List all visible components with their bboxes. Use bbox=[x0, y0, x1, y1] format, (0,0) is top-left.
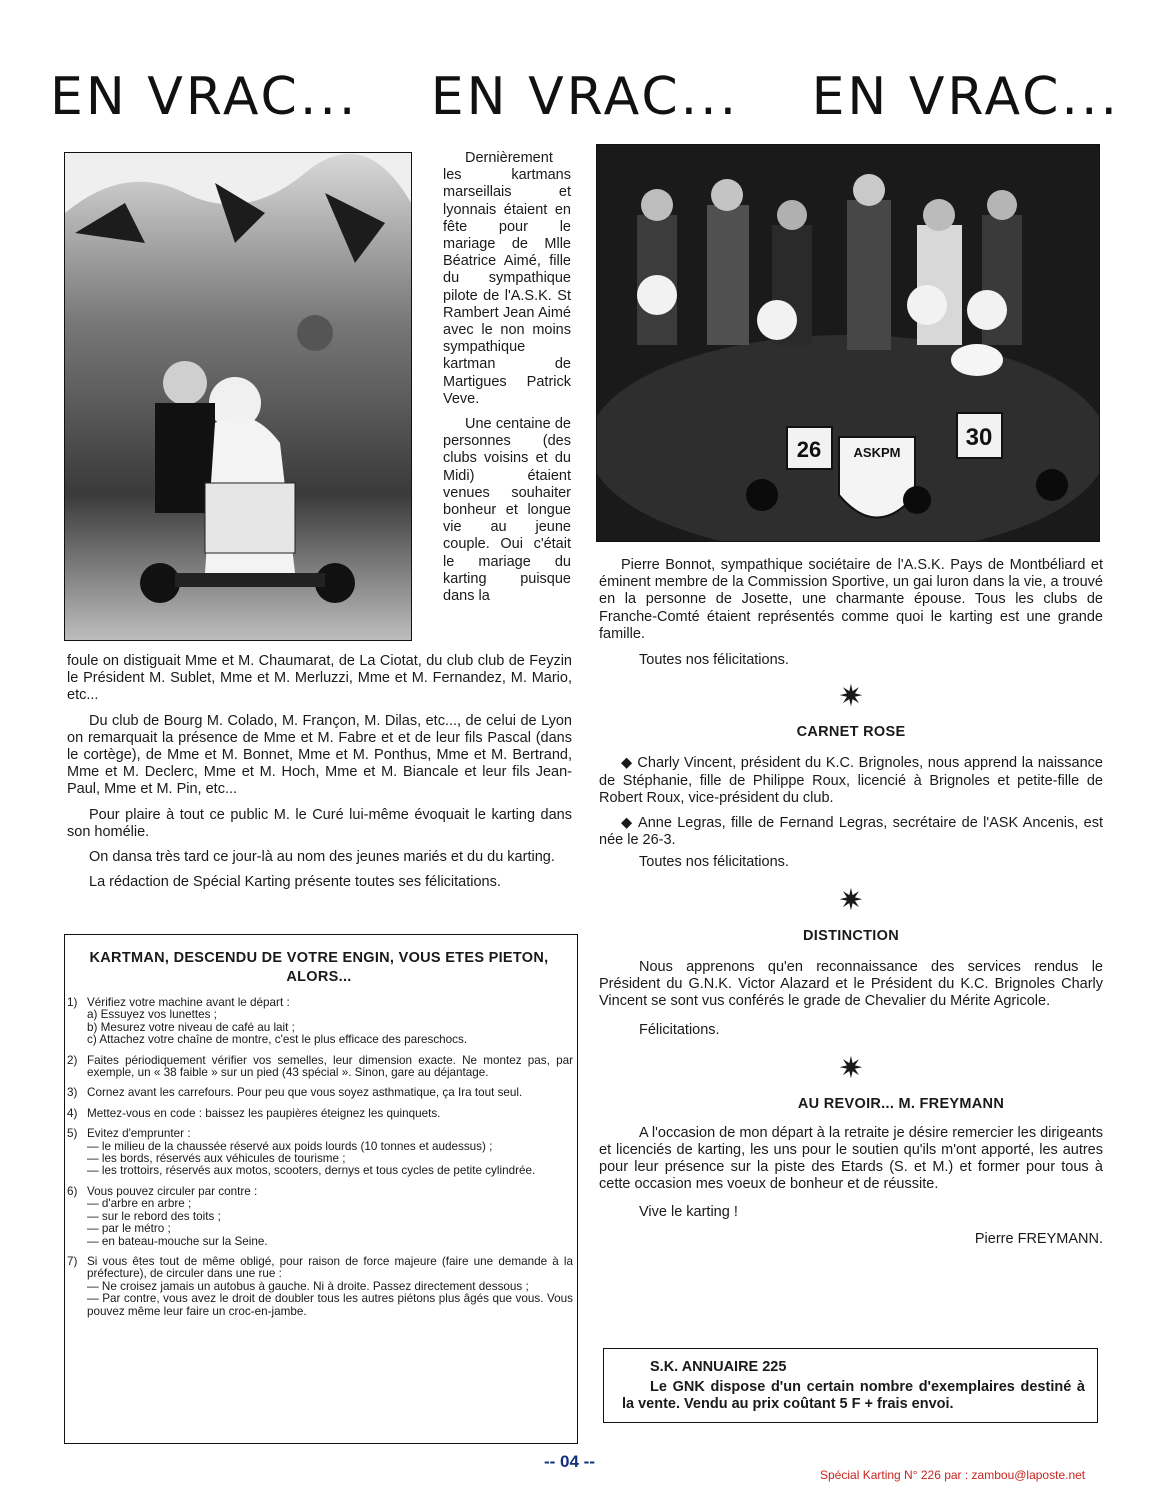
revoir-heading: AU REVOIR... M. FREYMANN bbox=[797, 1095, 1005, 1112]
left-side-para-1: Dernièrement les kartmans marseillais et lyonnais étaient en fête pour le mariage de Mlle Béatrice Aimé, fille du sympathique pilote de l'A.S.K. St Rambert Jean Aimé avec le non moins sympathique kartman de Martigues Patrick Veve. bbox=[443, 150, 571, 407]
annuaire-heading: S.K. ANNUAIRE 225 bbox=[650, 1359, 787, 1375]
rule-number: 1) bbox=[67, 996, 78, 1009]
rule-line: b) Mesurez votre niveau de café au lait ; bbox=[87, 1020, 295, 1034]
carnet-para-2: ◆ Anne Legras, fille de Fernand Legras, secrétaire de l'ASK Ancenis, est née le 26-3. bbox=[599, 815, 1103, 849]
rule-item bbox=[67, 1128, 573, 1178]
rule-body bbox=[87, 1128, 573, 1178]
left-para-3: Pour plaire à tout ce public M. le Curé lui-même évoquait le karting dans son homélie. bbox=[67, 806, 572, 840]
rule-line: — les bords, réservés aux véhicules de tourisme ; bbox=[87, 1152, 346, 1166]
rule-number: 2) bbox=[67, 1053, 78, 1067]
rule-line: — sur le rebord des toits ; bbox=[87, 1209, 221, 1223]
rule-line: — Par contre, vous avez le droit de doubler tous les autres piétons plus âgés que vous. Vous pouvez même leur faire un croc-en-jambe. bbox=[87, 1292, 573, 1318]
rule-line: — les trottoirs, réservés aux motos, scooters, dernys et tous cycles de petite cylindrée. bbox=[87, 1164, 536, 1178]
rule-number: 3) bbox=[67, 1086, 78, 1100]
rule-body bbox=[87, 1256, 573, 1318]
rule-body bbox=[87, 1108, 573, 1120]
rule-item bbox=[67, 1186, 573, 1248]
left-para-4: On dansa très tard ce jour-là au nom des jeunes mariés et du du karting. bbox=[89, 849, 555, 866]
vive-karting: Vive le karting ! bbox=[639, 1203, 738, 1220]
rule-line: c) Attachez votre chaîne de montre, c'est le plus efficace des pareschocs. bbox=[87, 1033, 468, 1047]
left-side-text bbox=[443, 150, 571, 605]
carnet-rose-heading: CARNET ROSE bbox=[796, 724, 906, 741]
kart-number-30: 30 bbox=[965, 424, 993, 451]
revoir-text: A l'occasion de mon départ à la retraite je désire remercier les dirigeants et licenciés de karting, les uns pour le soutien qu'ils m'ont apporté, les autres pour leur présence sur la piste des Etards (S. et M.) et former pour tous à cette occasion mes voeux de bonheur et de réussite. bbox=[599, 1124, 1103, 1193]
title-part-1: EN VRAC... bbox=[50, 67, 359, 127]
rule-line: a) Essuyez vos lunettes ; bbox=[87, 1008, 217, 1022]
rule-line: — le milieu de la chaussée réservé aux poids lourds (10 tonnes et audessus) ; bbox=[87, 1139, 493, 1153]
askpm-badge: ASKPM bbox=[853, 445, 901, 460]
rule-number: 5) bbox=[67, 1127, 78, 1141]
karts-photo bbox=[596, 144, 1100, 542]
signature: Pierre FREYMANN. bbox=[974, 1230, 1103, 1247]
rule-line: — Ne croisez jamais un autobus à gauche. Ni à droite. Passez directement dessous ; bbox=[87, 1279, 529, 1293]
left-para-1: foule on distiguait Mme et M. Chaumarat, de La Ciotat, du club club de Feyzin le Président M. Sublet, Mme et M. Merluzzi, Mme et M. Fernandez, M. Mario, etc... bbox=[67, 653, 572, 704]
distinction-heading: DISTINCTION bbox=[803, 927, 899, 944]
felicitations: Félicitations. bbox=[639, 1022, 720, 1039]
rule-item bbox=[67, 1256, 573, 1318]
left-para-2: Du club de Bourg M. Colado, M. Françon, M. Dilas, etc..., de celui de Lyon on remarquait la présence de Mme et M. Fabre et et de leur fils Pascal (dans le cortège), de Mme et M. Bonnet, Mme et M. Ponthus, Mme et M. Bertrand, Mme et M. Declerc, Mme et M. Hoch, Mme et M. Biancale et leur fils Jean-Paul, Mme et M. Pin, etc... bbox=[67, 712, 572, 798]
rule-line: Cornez avant les carrefours. Pour peu que vous soyez asthmatique, ça Ira tout seul. bbox=[87, 1086, 523, 1100]
rule-item bbox=[67, 997, 573, 1047]
page-title bbox=[50, 62, 1120, 132]
kartman-rules bbox=[65, 997, 573, 1318]
title-part-2: EN VRAC... bbox=[430, 67, 740, 127]
congrats-1: Toutes nos félicitations. bbox=[639, 652, 789, 669]
right-column bbox=[599, 557, 1103, 1248]
rule-line: Vous pouvez circuler par contre : bbox=[87, 1184, 258, 1198]
rule-line: Faites périodiquement vérifier vos semelles, leur dimension exacte. Ne montez pas, par exemple, un « 38 faible » sur un pied (43 spécial ». Sinon, gare au déjantage. bbox=[87, 1053, 573, 1080]
rule-item bbox=[67, 1108, 573, 1120]
congrats-2: Toutes nos félicitations. bbox=[639, 854, 789, 871]
carnet-para-1: ◆ Charly Vincent, président du K.C. Brignoles, nous apprend la naissance de Stéphanie, fille de Philippe Roux, licencié à Brignoles et petite-fille de Robert Roux, vice-président du club. bbox=[599, 755, 1103, 806]
star-divider-icon: ✷ bbox=[838, 1051, 864, 1085]
rule-line: Si vous êtes tout de même obligé, pour raison de force majeure (faire une demande à la préfecture), de circuler dans une rue : bbox=[87, 1254, 573, 1281]
rule-body bbox=[87, 1186, 573, 1248]
rule-line: Mettez-vous en code : baissez les paupières éteignez les quinquets. bbox=[87, 1106, 441, 1120]
left-para-5: La rédaction de Spécial Karting présente toutes ses félicitations. bbox=[89, 874, 501, 891]
rule-line: — en bateau-mouche sur la Seine. bbox=[87, 1234, 268, 1248]
left-article-body bbox=[67, 653, 572, 891]
title-part-3: EN VRAC... bbox=[811, 67, 1120, 127]
rule-item bbox=[67, 1055, 573, 1080]
kart-number-26: 26 bbox=[796, 437, 822, 462]
wedding-photo bbox=[64, 152, 412, 641]
page-number: -- 04 -- bbox=[544, 1452, 595, 1471]
distinction-text: Nous apprenons qu'en reconnaissance des services rendus le Président du G.N.K. Victor Alazard et le Président du K.C. Brignoles Charly Vincent se sont vus conférés le grade de Chevalier du Mérite Agricole. bbox=[599, 958, 1103, 1010]
rule-line: Evitez d'emprunter : bbox=[87, 1127, 191, 1141]
annuaire-text: Le GNK dispose d'un certain nombre d'exemplaires destiné à la vente. Vendu au prix coûtant 5 F + frais envoi. bbox=[622, 1379, 1085, 1412]
annuaire-box bbox=[603, 1348, 1098, 1423]
rule-body bbox=[87, 1055, 573, 1080]
bonnot-text: Pierre Bonnot, sympathique sociétaire de l'A.S.K. Pays de Montbéliard et éminent membre de la Commission Sportive, un gai luron dans la vie, a trouvé en la personne de Josette, une charmante épouse. Tous les clubs de Franche-Comté étaient représentés comme quoi le karting est une grande famille. bbox=[599, 557, 1103, 642]
kartman-heading: KARTMAN, DESCENDU DE VOTRE ENGIN, VOUS ETES PIETON, ALORS... bbox=[89, 950, 549, 985]
rule-line: Vérifiez votre machine avant le départ : bbox=[87, 996, 290, 1009]
rule-body bbox=[87, 1087, 573, 1099]
rule-line: — par le métro ; bbox=[87, 1222, 171, 1236]
rule-item bbox=[67, 1087, 573, 1099]
rule-body bbox=[87, 997, 573, 1047]
kartman-box bbox=[64, 934, 578, 1444]
star-divider-icon: ✷ bbox=[838, 883, 864, 917]
left-side-para-2: Une centaine de personnes (des clubs voisins et du Midi) étaient venues souhaiter bonheur et longue vie au jeune couple. Oui c'était le mariage du karting puisque dans la bbox=[443, 416, 571, 605]
rule-number: 7) bbox=[67, 1254, 78, 1268]
rule-number: 6) bbox=[67, 1184, 78, 1198]
credit-line: Spécial Karting N° 226 par : zambou@laposte.net bbox=[820, 1468, 1086, 1482]
rule-line: — d'arbre en arbre ; bbox=[87, 1197, 192, 1211]
star-divider-icon: ✷ bbox=[838, 680, 864, 714]
rule-number: 4) bbox=[67, 1106, 78, 1120]
